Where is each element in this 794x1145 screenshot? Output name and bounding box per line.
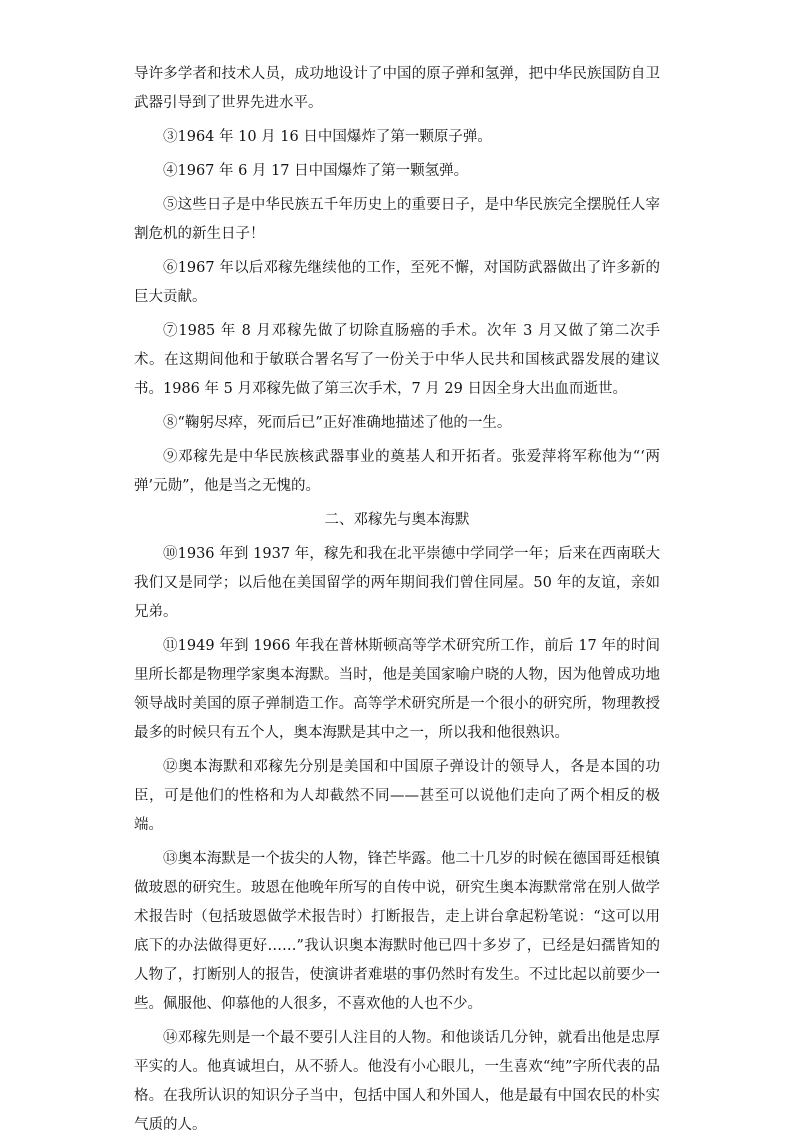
paragraph-9: ⑨邓稼先是中华民族核武器事业的奠基人和开拓者。张爱萍将军称他为“‘两弹’元勋”，他是当之无愧的。 [134, 449, 660, 494]
paragraph-8: ⑧“鞠躬尽瘁，死而后已”正好准确地描述了他的一生。 [163, 415, 512, 431]
paragraph-12: ⑫奥本海默和邓稼先分别是美国和中国原子弹设计的领导人，各是本国的功臣，可是他们的性格和为人却截然不同——甚至可以说他们走向了两个相反的极端。 [134, 759, 660, 833]
paragraph-7: ⑦1985 年 8 月邓稼先做了切除直肠癌的手术。次年 3 月又做了第二次手术。在这期间他和于敏联合署名写了一份关于中华人民共和国核武器发展的建议书。1986 年 5 月邓稼先做了第三次手术，7 月 29 日因全身大出血而逝世。 [134, 323, 660, 397]
document-body [134, 60, 660, 1145]
paragraph-continued: 导许多学者和技术人员，成功地设计了中国的原子弹和氢弹，把中华民族国防自卫武器引导到了世界先进水平。 [134, 66, 660, 111]
paragraph-11: ⑪1949 年到 1966 年我在普林斯顿高等学术研究所工作，前后 17 年的时间里所长都是物理学家奥本海默。当时，他是美国家喻户晓的人物，因为他曾成功地领导战时美国的原子弹制造工作。高等学术研究所是一个很小的研究所，物理教授最多的时候只有五个人，奥本海默是其中之一，所以我和他很熟识。 [134, 638, 660, 741]
paragraph-6: ⑥1967 年以后邓稼先继续他的工作，至死不懈，对国防武器做出了许多新的巨大贡献。 [134, 260, 660, 305]
paragraph-14: ⑭邓稼先则是一个最不要引人注目的人物。和他谈话几分钟，就看出他是忠厚平实的人。他真诚坦白，从不骄人。他没有小心眼儿，一生喜欢“纯”字所代表的品格。在我所认识的知识分子当中，包括中国人和外国人，他是最有中国农民的朴实气质的人。 [134, 1030, 660, 1133]
paragraph-3: ③1964 年 10 月 16 日中国爆炸了第一颗原子弹。 [163, 129, 492, 145]
paragraph-5: ⑤这些日子是中华民族五千年历史上的重要日子，是中华民族完全摆脱任人宰割危机的新生日子！ [134, 197, 660, 242]
paragraph-4: ④1967 年 6 月 17 日中国爆炸了第一颗氢弹。 [163, 163, 469, 179]
paragraph-13: ⑬奥本海默是一个拔尖的人物，锋芒毕露。他二十几岁的时候在德国哥廷根镇做玻恩的研究生。玻恩在他晚年所写的自传中说，研究生奥本海默常常在别人做学术报告时（包括玻恩做学术报告时）打断报告，走上讲台拿起粉笔说：“这可以用底下的办法做得更好……”我认识奥本海默时他已四十多岁了，已经是妇孺皆知的人物了，打断别人的报告，使演讲者难堪的事仍然时有发生。不过比起以前要少一些。佩服他、仰慕他的人很多，不喜欢他的人也不少。 [134, 851, 660, 1012]
paragraph-10: ⑩1936 年到 1937 年，稼先和我在北平崇德中学同学一年；后来在西南联大我们又是同学；以后他在美国留学的两年期间我们曾住同屋。50 年的友谊，亲如兄弟。 [134, 546, 660, 620]
section-heading: 二、邓稼先与奥本海默 [324, 512, 470, 528]
